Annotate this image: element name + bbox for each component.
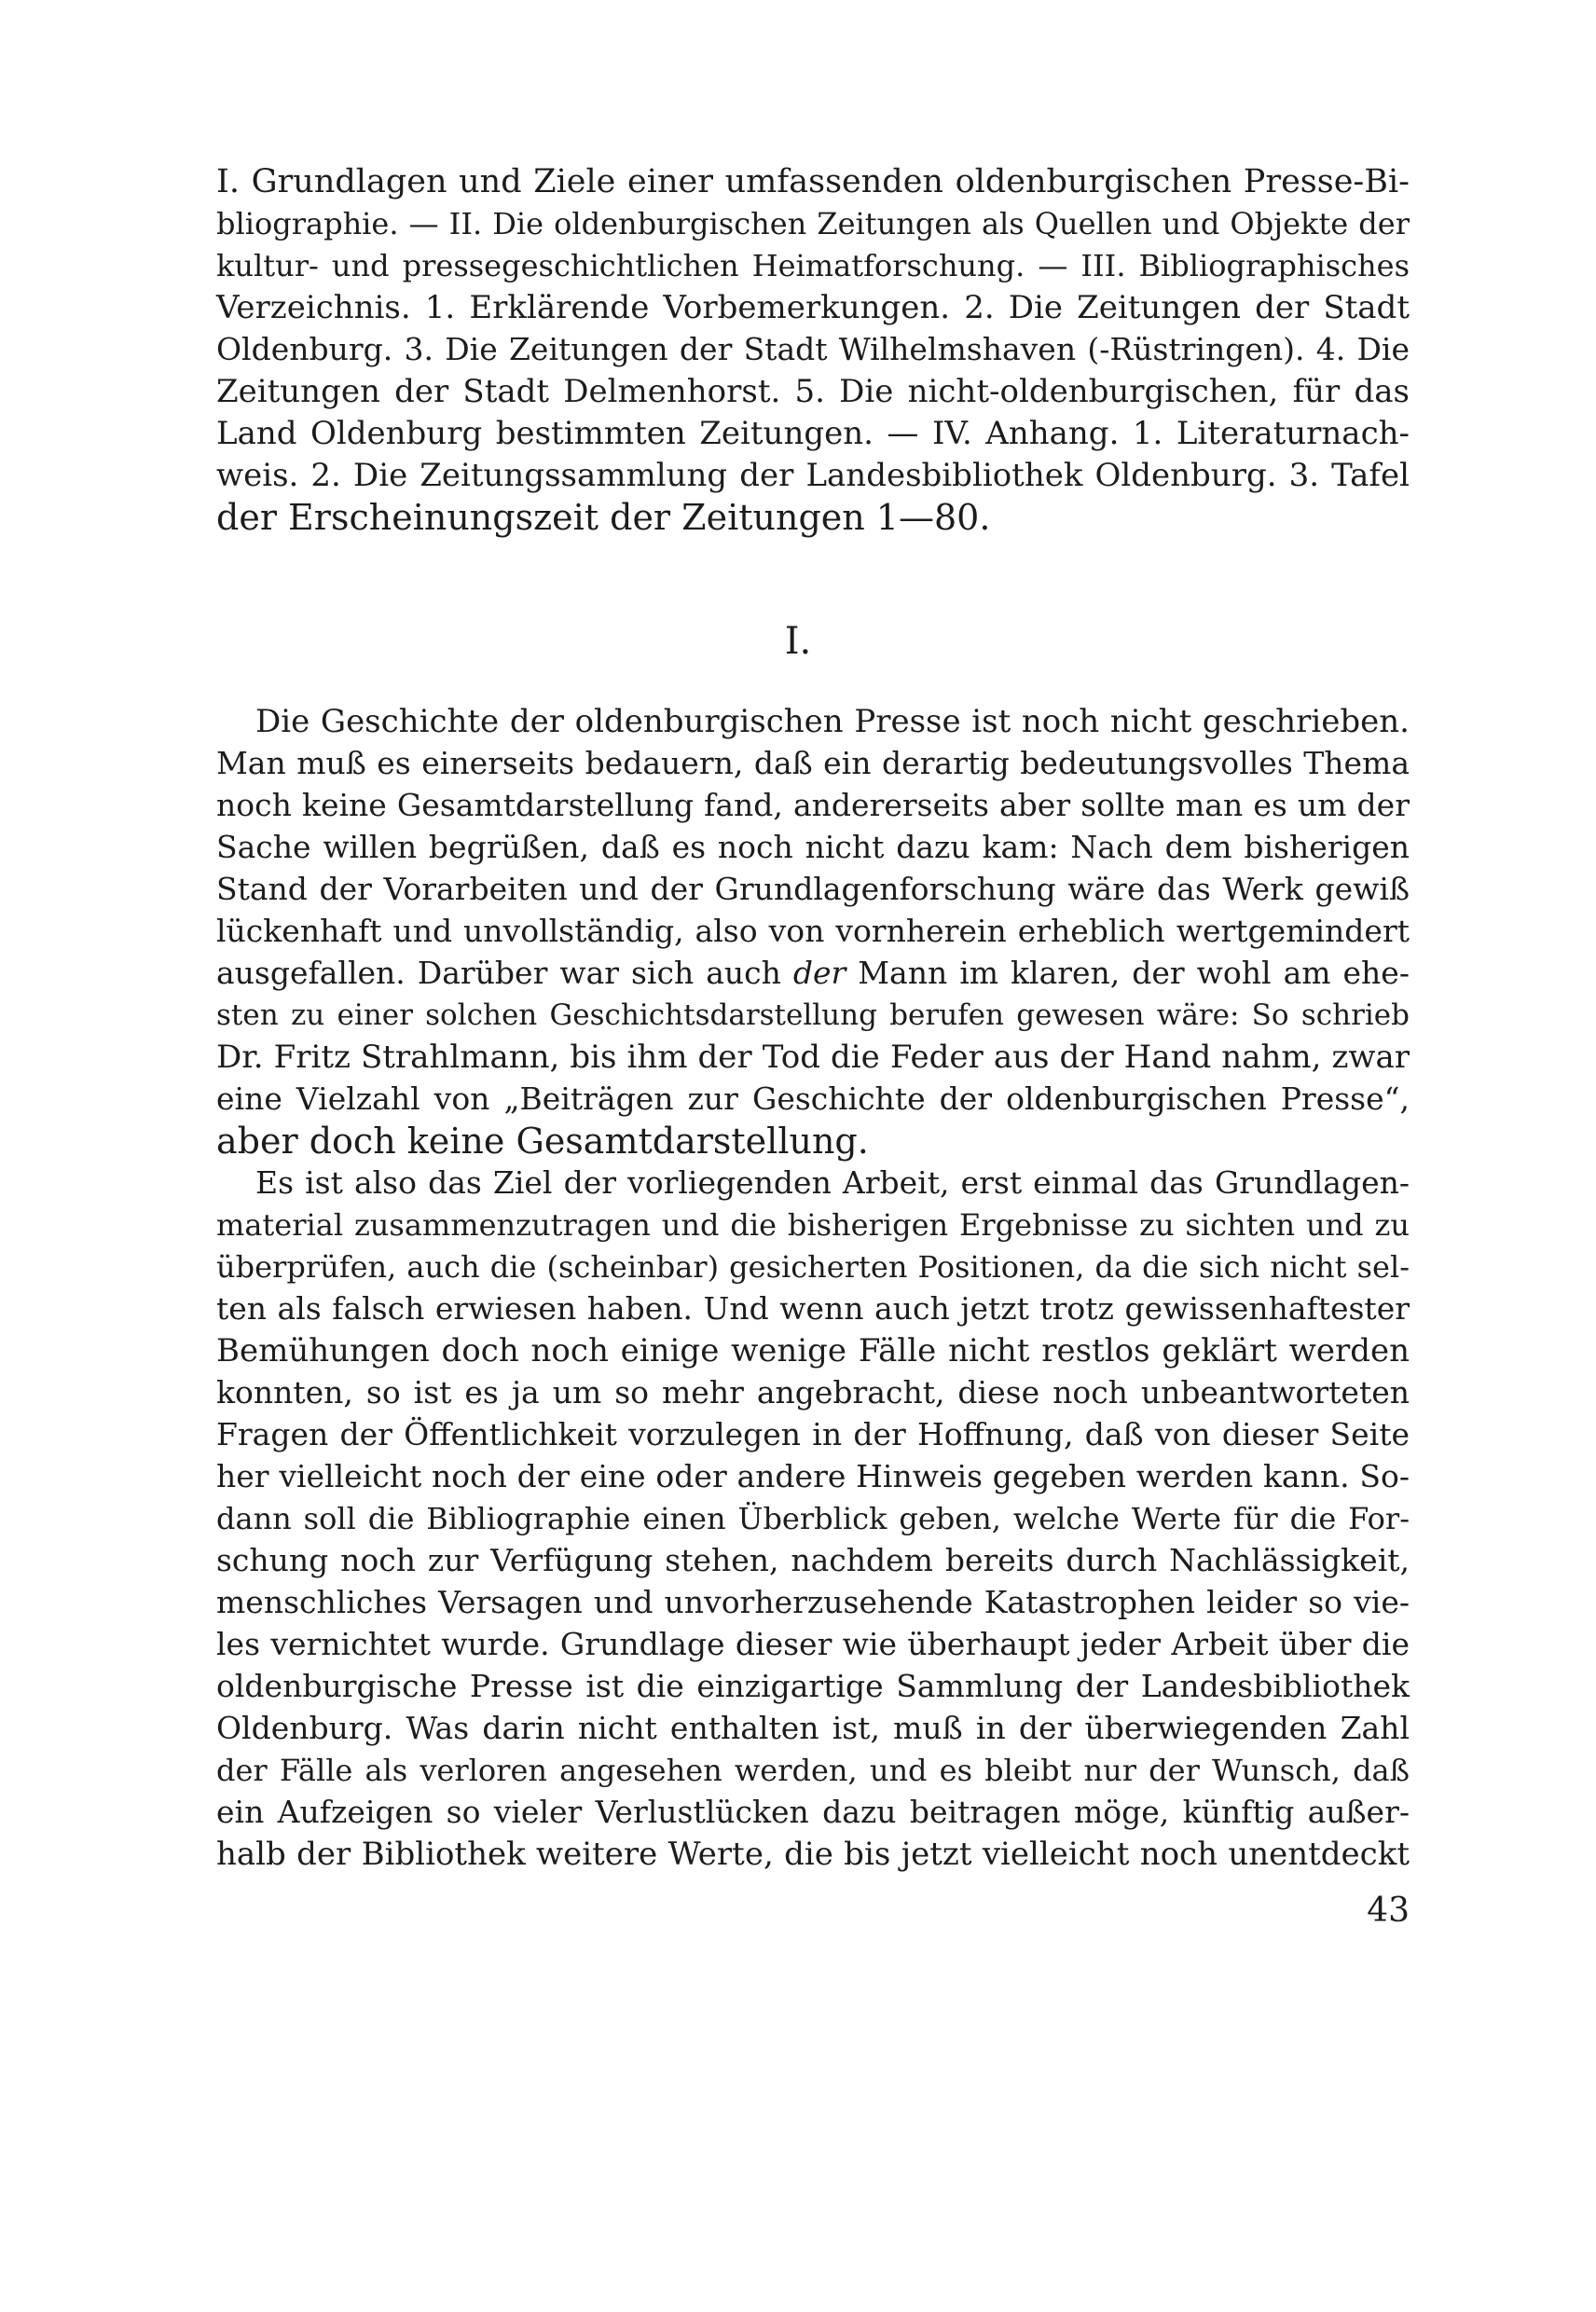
body-line: überprüfen, auch die (scheinbar) gesicherten Positionen, da die sich nicht sel- bbox=[216, 1249, 1410, 1285]
body-line: konnten, so ist es ja um so mehr angebracht, diese noch unbeantworteten bbox=[216, 1374, 1410, 1411]
body-line: der Fälle als verloren angesehen werden, und es bleibt nur der Wunsch, daß bbox=[216, 1753, 1410, 1788]
page-number: 43 bbox=[1367, 1892, 1410, 1930]
body-line: lückenhaft und unvollständig, also von vornherein erheblich wertgemindert bbox=[216, 913, 1410, 949]
abstract-line: Oldenburg. 3. Die Zeitungen der Stadt Wilhelmshaven (-Rüstringen). 4. Die bbox=[216, 331, 1410, 367]
body-text: Mann im klaren, der wohl am ehe- bbox=[846, 955, 1410, 991]
abstract-line: der Erscheinungszeit der Zeitungen 1—80. bbox=[216, 497, 991, 538]
abstract-line: Land Oldenburg bestimmten Zeitungen. — IV. Anhang. 1. Literaturnach- bbox=[216, 415, 1410, 452]
body-line: eine Vielzahl von „Beiträgen zur Geschichte der oldenburgischen Presse“, bbox=[216, 1080, 1410, 1117]
body-line: menschliches Versagen und unvorherzusehende Katastrophen leider so vie- bbox=[216, 1584, 1410, 1620]
abstract-line: weis. 2. Die Zeitungssammlung der Landesbibliothek Oldenburg. 3. Tafel bbox=[216, 457, 1410, 494]
body-line: ein Aufzeigen so vieler Verlustlücken dazu beitragen möge, künftig außer- bbox=[216, 1794, 1410, 1830]
body-line: ten als falsch erwiesen haben. Und wenn auch jetzt trotz gewissenhaftester bbox=[216, 1290, 1410, 1327]
body-line: Man muß es einerseits bedauern, daß ein derartig bedeutungsvolles Thema bbox=[216, 745, 1410, 781]
body-line: Dr. Fritz Strahlmann, bis ihm der Tod die Feder aus der Hand nahm, zwar bbox=[216, 1039, 1410, 1076]
body-line: noch keine Gesamtdarstellung fand, andererseits aber sollte man es um der bbox=[216, 787, 1410, 823]
body-line: les vernichtet wurde. Grundlage dieser wie überhaupt jeder Arbeit über die bbox=[216, 1626, 1410, 1662]
abstract-line: kultur- und pressegeschichtlichen Heimatforschung. — III. Bibliographisches bbox=[216, 248, 1410, 283]
body-line: Oldenburg. Was darin nicht enthalten ist, muß in der überwiegenden Zahl bbox=[216, 1710, 1410, 1746]
body-text: ausgefallen. Darüber war sich auch bbox=[216, 955, 793, 991]
body-line: her vielleicht noch der eine oder andere Hinweis gegeben werden kann. So- bbox=[216, 1458, 1410, 1494]
abstract-line: Zeitungen der Stadt Delmenhorst. 5. Die nicht-oldenburgischen, für das bbox=[216, 373, 1410, 410]
body-line: schung noch zur Verfügung stehen, nachdem bereits durch Nachlässigkeit, bbox=[216, 1542, 1410, 1578]
body-line: Die Geschichte der oldenburgischen Presse ist noch nicht geschrieben. bbox=[255, 703, 1410, 740]
section-heading: I. bbox=[784, 620, 812, 663]
body-line: Es ist also das Ziel der vorliegenden Arbeit, erst einmal das Grundlagen- bbox=[255, 1164, 1410, 1201]
body-line bbox=[216, 953, 1410, 994]
body-line: Bemühungen doch noch einige wenige Fälle nicht restlos geklärt werden bbox=[216, 1332, 1410, 1369]
body-line: sten zu einer solchen Geschichtsdarstellung berufen gewesen wäre: So schrieb bbox=[216, 998, 1410, 1032]
body-line: Stand der Vorarbeiten und der Grundlagenforschung wäre das Werk gewiß bbox=[216, 871, 1410, 907]
body-line: Sache willen begrüßen, daß es noch nicht dazu kam: Nach dem bisherigen bbox=[216, 829, 1410, 865]
body-line: halb der Bibliothek weitere Werte, die bis jetzt vielleicht noch unentdeckt bbox=[216, 1836, 1410, 1873]
body-line: material zusammenzutragen und die bisherigen Ergebnisse zu sichten und zu bbox=[216, 1207, 1410, 1243]
body-line: dann soll die Bibliographie einen Überblick geben, welche Werte für die For- bbox=[216, 1501, 1410, 1536]
body-line: Fragen der Öffentlichkeit vorzulegen in der Hoffnung, daß von dieser Seite bbox=[216, 1416, 1410, 1452]
emphasized-word: der bbox=[792, 955, 846, 991]
body-line: aber doch keine Gesamtdarstellung. bbox=[216, 1121, 869, 1162]
abstract-line: I. Grundlagen und Ziele einer umfassenden oldenburgischen Presse-Bi- bbox=[216, 163, 1410, 200]
abstract-line: Verzeichnis. 1. Erklärende Vorbemerkungen. 2. Die Zeitungen der Stadt bbox=[216, 289, 1410, 326]
body-line: oldenburgische Presse ist die einzigartige Sammlung der Landesbibliothek bbox=[216, 1668, 1410, 1704]
abstract-line: bliographie. — II. Die oldenburgischen Zeitungen als Quellen und Objekte der bbox=[216, 206, 1410, 241]
